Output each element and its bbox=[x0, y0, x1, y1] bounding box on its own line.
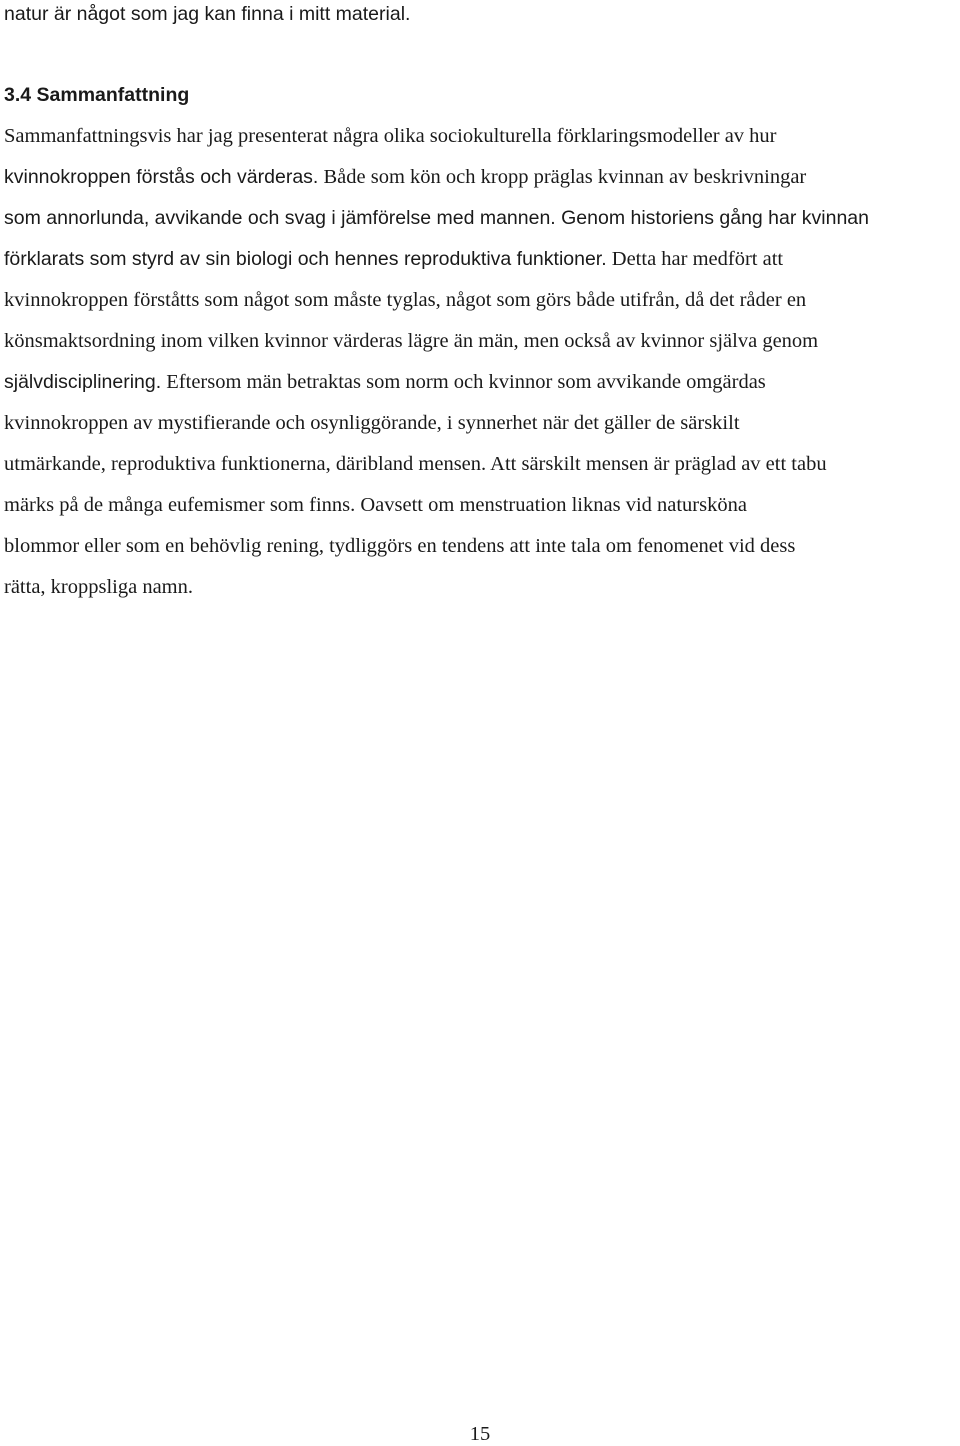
paragraph-text: märks på de många eufemismer som finns. Oavsett om menstruation liknas vid natursköna bbox=[4, 494, 747, 516]
paragraph-line bbox=[4, 575, 193, 599]
paragraph-text: Sammanfattningsvis har jag presenterat några olika sociokulturella förklaringsmodeller av hur bbox=[4, 125, 777, 147]
paragraph-text: självdisciplinering. bbox=[4, 371, 162, 393]
paragraph-line bbox=[4, 165, 806, 189]
paragraph-text: könsmaktsordning inom vilken kvinnor värderas lägre än män, men också av kvinnor själva genom bbox=[4, 330, 819, 352]
paragraph-line bbox=[4, 124, 777, 148]
page-number: 15 bbox=[469, 1423, 491, 1445]
top-text-line: natur är något som jag kan finna i mitt material. bbox=[4, 3, 411, 25]
paragraph-line bbox=[4, 288, 806, 312]
paragraph-line bbox=[4, 206, 869, 230]
paragraph-text: blommor eller som en behövlig rening, tydliggörs en tendens att inte tala om fenomenet vid dess bbox=[4, 535, 796, 557]
paragraph-line bbox=[4, 247, 783, 271]
paragraph-line bbox=[4, 329, 818, 353]
section-heading: 3.4 Sammanfattning bbox=[4, 84, 190, 106]
paragraph-line bbox=[4, 411, 740, 435]
paragraph-line bbox=[4, 452, 827, 476]
paragraph-text: förklarats som styrd av sin biologi och hennes reproduktiva funktioner. bbox=[4, 248, 607, 270]
paragraph-text: kvinnokroppen förståtts som något som måste tyglas, något som görs både utifrån, då det råder en bbox=[4, 289, 807, 311]
paragraph-text: utmärkande, reproduktiva funktionerna, däribland mensen. Att särskilt mensen är präglad av ett tabu bbox=[4, 453, 827, 475]
paragraph-text: Både som kön och kropp präglas kvinnan av beskrivningar bbox=[318, 166, 807, 188]
paragraph-text: Eftersom män betraktas som norm och kvinnor som avvikande omgärdas bbox=[161, 371, 766, 393]
paragraph-text: rätta, kroppsliga namn. bbox=[4, 576, 194, 598]
paragraph-text: Detta har medfört att bbox=[606, 248, 784, 270]
paragraph-text: kvinnokroppen förstås och värderas. bbox=[4, 166, 319, 188]
paragraph-line bbox=[4, 370, 766, 394]
paragraph-line bbox=[4, 493, 747, 517]
paragraph-text: som annorlunda, avvikande och svag i jämförelse med mannen. Genom historiens gång har kvinnan bbox=[4, 207, 869, 229]
paragraph-text: kvinnokroppen av mystifierande och osynliggörande, i synnerhet när det gäller de särskilt bbox=[4, 412, 740, 434]
paragraph-line bbox=[4, 534, 795, 558]
